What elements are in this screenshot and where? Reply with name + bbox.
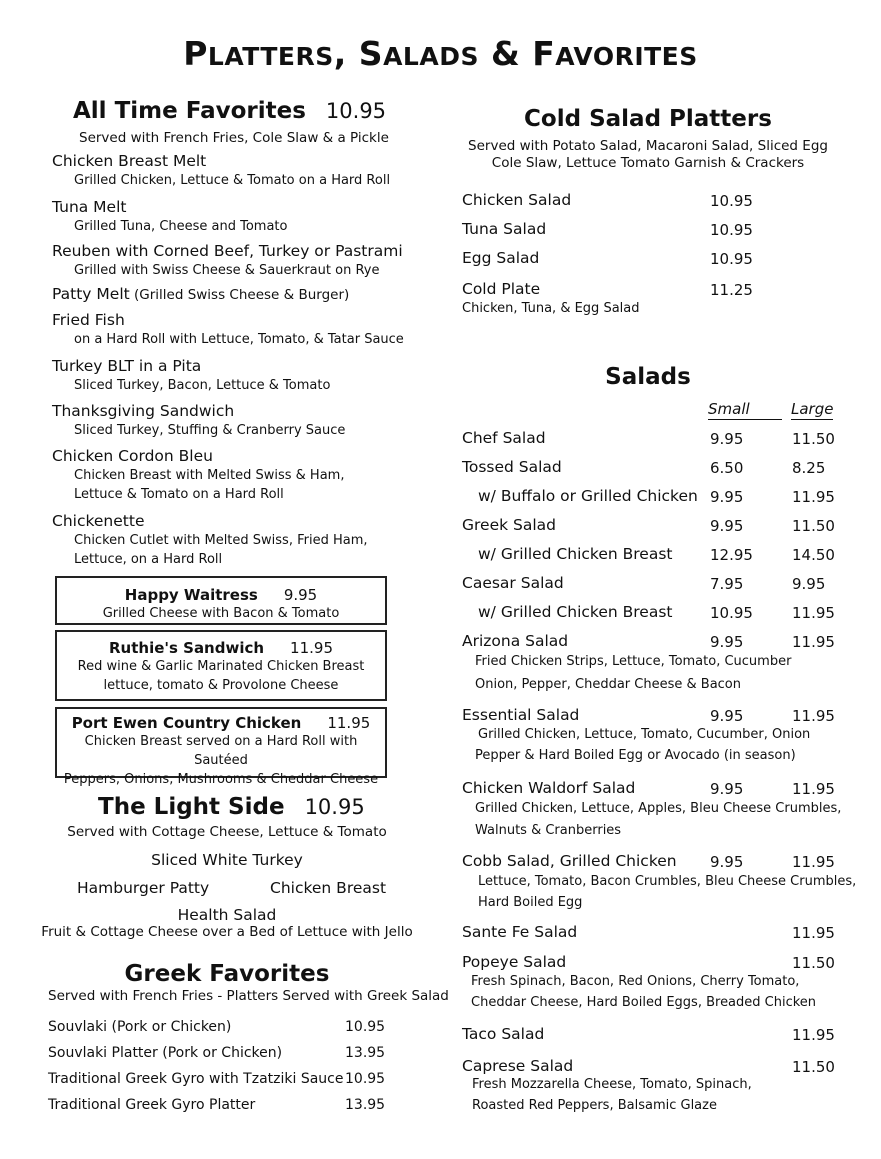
all-time-favorites-subtitle: Served with French Fries, Cole Slaw & a Pickle xyxy=(79,130,389,146)
greek-item-name: Souvlaki (Pork or Chicken) xyxy=(48,1019,232,1035)
platter-price: 10.95 xyxy=(710,192,753,210)
platter-name: Cold Plate xyxy=(462,280,541,298)
cold-platters-heading: Cold Salad Platters xyxy=(524,106,772,132)
salad-price-small: 12.95 xyxy=(710,546,753,564)
salad-desc: Walnuts & Cranberries xyxy=(475,823,622,838)
greek-item-name: Traditional Greek Gyro Platter xyxy=(48,1097,256,1113)
salad-name: Sante Fe Salad xyxy=(462,923,578,941)
special-desc: Red wine & Garlic Marinated Chicken Breast xyxy=(77,659,365,674)
salad-name: Essential Salad xyxy=(462,706,580,724)
salad-price-large: 11.95 xyxy=(792,1026,835,1044)
light-side-item: Health Salad xyxy=(177,906,277,924)
salad-name: w/ Buffalo or Grilled Chicken xyxy=(478,487,698,505)
salad-price-large: 11.95 xyxy=(792,604,835,622)
light-side-item: Sliced White Turkey xyxy=(151,851,303,869)
salad-price-small: 9.95 xyxy=(710,488,744,506)
salad-price-large: 11.95 xyxy=(792,853,835,871)
salad-price-large: 11.50 xyxy=(792,430,835,448)
menu-item-desc: Chicken Breast with Melted Swiss & Ham, xyxy=(74,468,345,483)
menu-item-name: Thanksgiving Sandwich xyxy=(52,402,235,420)
menu-item-desc: on a Hard Roll with Lettuce, Tomato, & Tatar Sauce xyxy=(74,332,404,347)
light-side-item: Chicken Breast xyxy=(270,879,387,897)
greek-item-name: Souvlaki Platter (Pork or Chicken) xyxy=(48,1045,283,1061)
salad-desc: Fresh Spinach, Bacon, Red Onions, Cherry Tomato, xyxy=(471,974,800,989)
menu-item-desc: Lettuce, on a Hard Roll xyxy=(74,552,223,567)
menu-item-name: Chicken Cordon Bleu xyxy=(52,447,213,465)
salad-name: w/ Grilled Chicken Breast xyxy=(478,603,673,621)
menu-item-name: Patty Melt (Grilled Swiss Cheese & Burger) xyxy=(52,285,350,303)
menu-item-name: Chicken Breast Melt xyxy=(52,152,207,170)
menu-item-name: Tuna Melt xyxy=(52,198,127,216)
greek-favorites-heading: Greek Favorites xyxy=(124,961,330,987)
cold-platters-subtitle: Cole Slaw, Lettuce Tomato Garnish & Crackers xyxy=(491,155,805,171)
salad-price-large: 11.95 xyxy=(792,780,835,798)
menu-item-desc: Sliced Turkey, Bacon, Lettuce & Tomato xyxy=(74,378,331,393)
salad-price-small: 9.95 xyxy=(710,707,744,725)
salad-price-large: 8.25 xyxy=(792,459,826,477)
platter-name: Tuna Salad xyxy=(462,220,547,238)
salad-price-large: 11.50 xyxy=(792,1058,835,1076)
light-side-desc: Fruit & Cottage Cheese over a Bed of Lettuce with Jello xyxy=(41,924,413,940)
greek-item-price: 13.95 xyxy=(345,1045,386,1061)
salad-price-large: 11.95 xyxy=(792,633,835,651)
special-box xyxy=(55,707,387,787)
salad-name: Taco Salad xyxy=(462,1025,545,1043)
salad-desc: Fresh Mozzarella Cheese, Tomato, Spinach, xyxy=(472,1077,752,1092)
salad-price-small: 9.95 xyxy=(710,853,744,871)
cold-platters-subtitle: Served with Potato Salad, Macaroni Salad, Sliced Egg xyxy=(468,138,828,154)
salad-name: Arizona Salad xyxy=(462,632,569,650)
salad-name: Chicken Waldorf Salad xyxy=(462,779,636,797)
salad-desc: Grilled Chicken, Lettuce, Tomato, Cucumber, Onion xyxy=(478,727,811,742)
all-time-favorites-price: 10.95 xyxy=(325,99,387,123)
salad-desc: Cheddar Cheese, Hard Boiled Eggs, Breaded Chicken xyxy=(471,995,817,1010)
salad-desc: Hard Boiled Egg xyxy=(478,895,583,910)
column-header-large: Large xyxy=(791,400,834,418)
menu-item-desc: Grilled with Swiss Cheese & Sauerkraut on Rye xyxy=(74,263,380,278)
salad-price-large: 9.95 xyxy=(792,575,826,593)
salad-price-large: 11.50 xyxy=(792,954,835,972)
greek-item-price: 13.95 xyxy=(345,1097,386,1113)
special-desc: Chicken Breast served on a Hard Roll with Sautéed xyxy=(84,734,358,768)
salad-name: Tossed Salad xyxy=(462,458,562,476)
menu-item-desc: Grilled Chicken, Lettuce & Tomato on a Hard Roll xyxy=(74,173,391,188)
menu-item-desc: Lettuce & Tomato on a Hard Roll xyxy=(74,487,284,502)
salad-price-small: 9.95 xyxy=(710,517,744,535)
salad-desc: Roasted Red Peppers, Balsamic Glaze xyxy=(472,1098,717,1113)
special-desc: Grilled Cheese with Bacon & Tomato xyxy=(102,606,340,621)
light-side-subtitle: Served with Cottage Cheese, Lettuce & Tomato xyxy=(67,824,387,840)
platter-name: Chicken Salad xyxy=(462,191,572,209)
special-box xyxy=(55,576,387,625)
salad-price-small: 9.95 xyxy=(710,780,744,798)
salad-name: Chef Salad xyxy=(462,429,546,447)
salad-price-small: 10.95 xyxy=(710,604,753,622)
platter-name: Egg Salad xyxy=(462,249,540,267)
menu-item-note: (Grilled Swiss Cheese & Burger) xyxy=(129,287,350,303)
menu-item-desc: Sliced Turkey, Stuffing & Cranberry Sauce xyxy=(74,423,346,438)
menu-item-name: Chickenette xyxy=(52,512,145,530)
platter-desc: Chicken, Tuna, & Egg Salad xyxy=(462,301,640,316)
all-time-favorites-heading: All Time Favorites 10.95 xyxy=(73,98,387,124)
salad-price-small: 9.95 xyxy=(710,633,744,651)
platter-price: 10.95 xyxy=(710,221,753,239)
salad-name: Caesar Salad xyxy=(462,574,564,592)
salad-price-large: 11.95 xyxy=(792,488,835,506)
salad-desc: Onion, Pepper, Cheddar Cheese & Bacon xyxy=(475,677,741,692)
column-header-small: Small xyxy=(708,400,782,420)
menu-item-desc: Chicken Cutlet with Melted Swiss, Fried Ham, xyxy=(74,533,368,548)
light-side-price: 10.95 xyxy=(304,795,365,819)
salad-desc: Pepper & Hard Boiled Egg or Avocado (in season) xyxy=(475,748,796,763)
salad-price-large: 11.95 xyxy=(792,924,835,942)
light-side-item: Hamburger Patty xyxy=(77,879,210,897)
platter-price: 11.25 xyxy=(710,281,753,299)
salad-name: w/ Grilled Chicken Breast xyxy=(478,545,673,563)
salad-price-large: 14.50 xyxy=(792,546,835,564)
greek-item-name: Traditional Greek Gyro with Tzatziki Sauce xyxy=(48,1071,344,1087)
greek-item-price: 10.95 xyxy=(345,1071,386,1087)
salad-price-large: 11.95 xyxy=(792,707,835,725)
special-price: 11.95 xyxy=(327,714,371,732)
page-title: PLATTERS, SALADS & FAVORITES xyxy=(183,34,698,73)
salad-name: Greek Salad xyxy=(462,516,556,534)
special-desc: lettuce, tomato & Provolone Cheese xyxy=(103,678,339,693)
special-name: Ruthie's Sandwich xyxy=(109,639,265,657)
menu-item-name: Turkey BLT in a Pita xyxy=(52,357,202,375)
greek-item-price: 10.95 xyxy=(345,1019,386,1035)
special-name: Happy Waitress xyxy=(124,586,258,604)
salad-price-small: 6.50 xyxy=(710,459,744,477)
salad-price-small: 7.95 xyxy=(710,575,744,593)
salad-name: Caprese Salad xyxy=(462,1057,574,1075)
salad-name: Popeye Salad xyxy=(462,953,567,971)
menu-item-name: Reuben with Corned Beef, Turkey or Pastrami xyxy=(52,242,403,260)
special-name: Port Ewen Country Chicken xyxy=(71,714,302,732)
special-box xyxy=(55,630,387,701)
salad-desc: Grilled Chicken, Lettuce, Apples, Bleu Cheese Crumbles, xyxy=(475,801,842,816)
special-price: 9.95 xyxy=(283,586,318,604)
menu-item-desc: Grilled Tuna, Cheese and Tomato xyxy=(74,219,288,234)
salad-desc: Fried Chicken Strips, Lettuce, Tomato, Cucumber xyxy=(475,654,792,669)
platter-price: 10.95 xyxy=(710,250,753,268)
salads-heading: Salads xyxy=(605,364,691,390)
salad-name: Cobb Salad, Grilled Chicken xyxy=(462,852,677,870)
salad-price-large: 11.50 xyxy=(792,517,835,535)
salad-price-small: 9.95 xyxy=(710,430,744,448)
greek-favorites-subtitle: Served with French Fries - Platters Served with Greek Salad xyxy=(48,988,449,1004)
salad-desc: Lettuce, Tomato, Bacon Crumbles, Bleu Cheese Crumbles, xyxy=(478,874,857,889)
light-side-heading: The Light Side 10.95 xyxy=(98,794,365,820)
special-price: 11.95 xyxy=(290,639,333,657)
special-desc: Peppers, Onions, Mushrooms & Cheddar Cheese xyxy=(63,772,379,787)
menu-item-name: Fried Fish xyxy=(52,311,125,329)
